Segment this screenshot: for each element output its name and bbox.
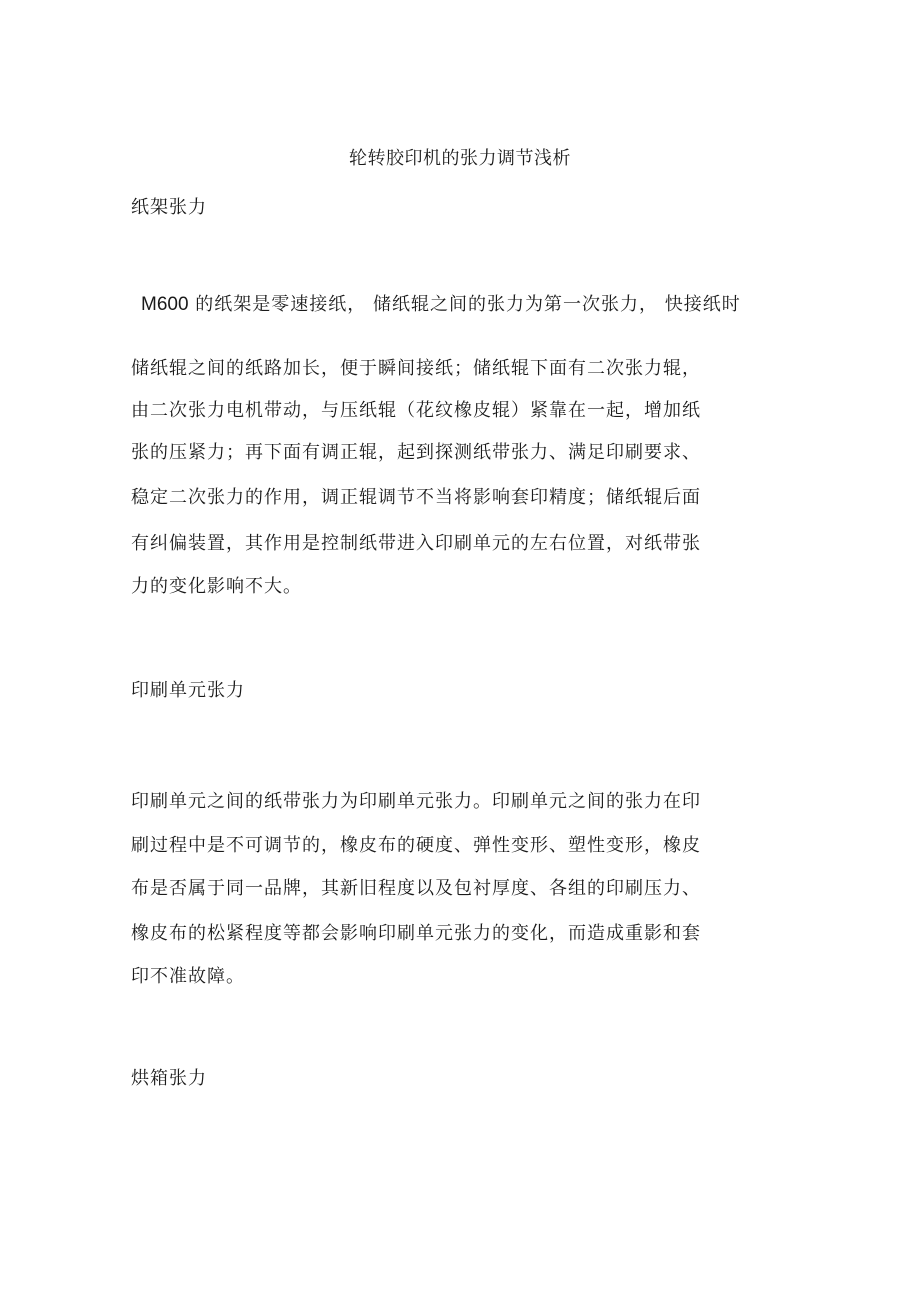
paragraph-line: 稳定二次张力的作用，调正辊调节不当将影响套印精度；储纸辊后面	[131, 487, 701, 508]
paragraph-line: 刷过程中是不可调节的，橡皮布的硬度、弹性变形、塑性变形，橡皮	[131, 835, 701, 856]
section-heading-printing-unit: 印刷单元张力	[131, 680, 245, 701]
paragraph-line-text: 的纸架是零速接纸， 储纸辊之间的张力为第一次张力， 快接纸时	[188, 294, 741, 315]
paragraph-line: 张的压紧力；再下面有调正辊，起到探测纸带张力、满足印刷要求、	[131, 442, 701, 463]
document-title: 轮转胶印机的张力调节浅析	[349, 148, 571, 169]
paragraph-line: 布是否属于同一品牌，其新旧程度以及包衬厚度、各组的印刷压力、	[131, 878, 701, 899]
section-heading-oven: 烘箱张力	[131, 1068, 207, 1089]
paragraph-line	[141, 293, 741, 317]
paragraph-line: 由二次张力电机带动，与压纸辊（花纹橡皮辊）紧靠在一起，增加纸	[131, 400, 701, 421]
paragraph-line: 印刷单元之间的纸带张力为印刷单元张力。印刷单元之间的张力在印	[131, 791, 701, 812]
paragraph-line: 橡皮布的松紧程度等都会影响印刷单元张力的变化，而造成重影和套	[131, 923, 701, 944]
paragraph-line: 储纸辊之间的纸路加长，便于瞬间接纸；储纸辊下面有二次张力辊，	[131, 358, 701, 379]
paragraph-line: 力的变化影响不大。	[131, 576, 302, 597]
section-heading-paper-stand: 纸架张力	[131, 197, 207, 218]
model-number: M600	[141, 294, 189, 315]
paragraph-line: 有纠偏装置，其作用是控制纸带进入印刷单元的左右位置，对纸带张	[131, 533, 701, 554]
paragraph-line: 印不准故障。	[131, 966, 245, 987]
